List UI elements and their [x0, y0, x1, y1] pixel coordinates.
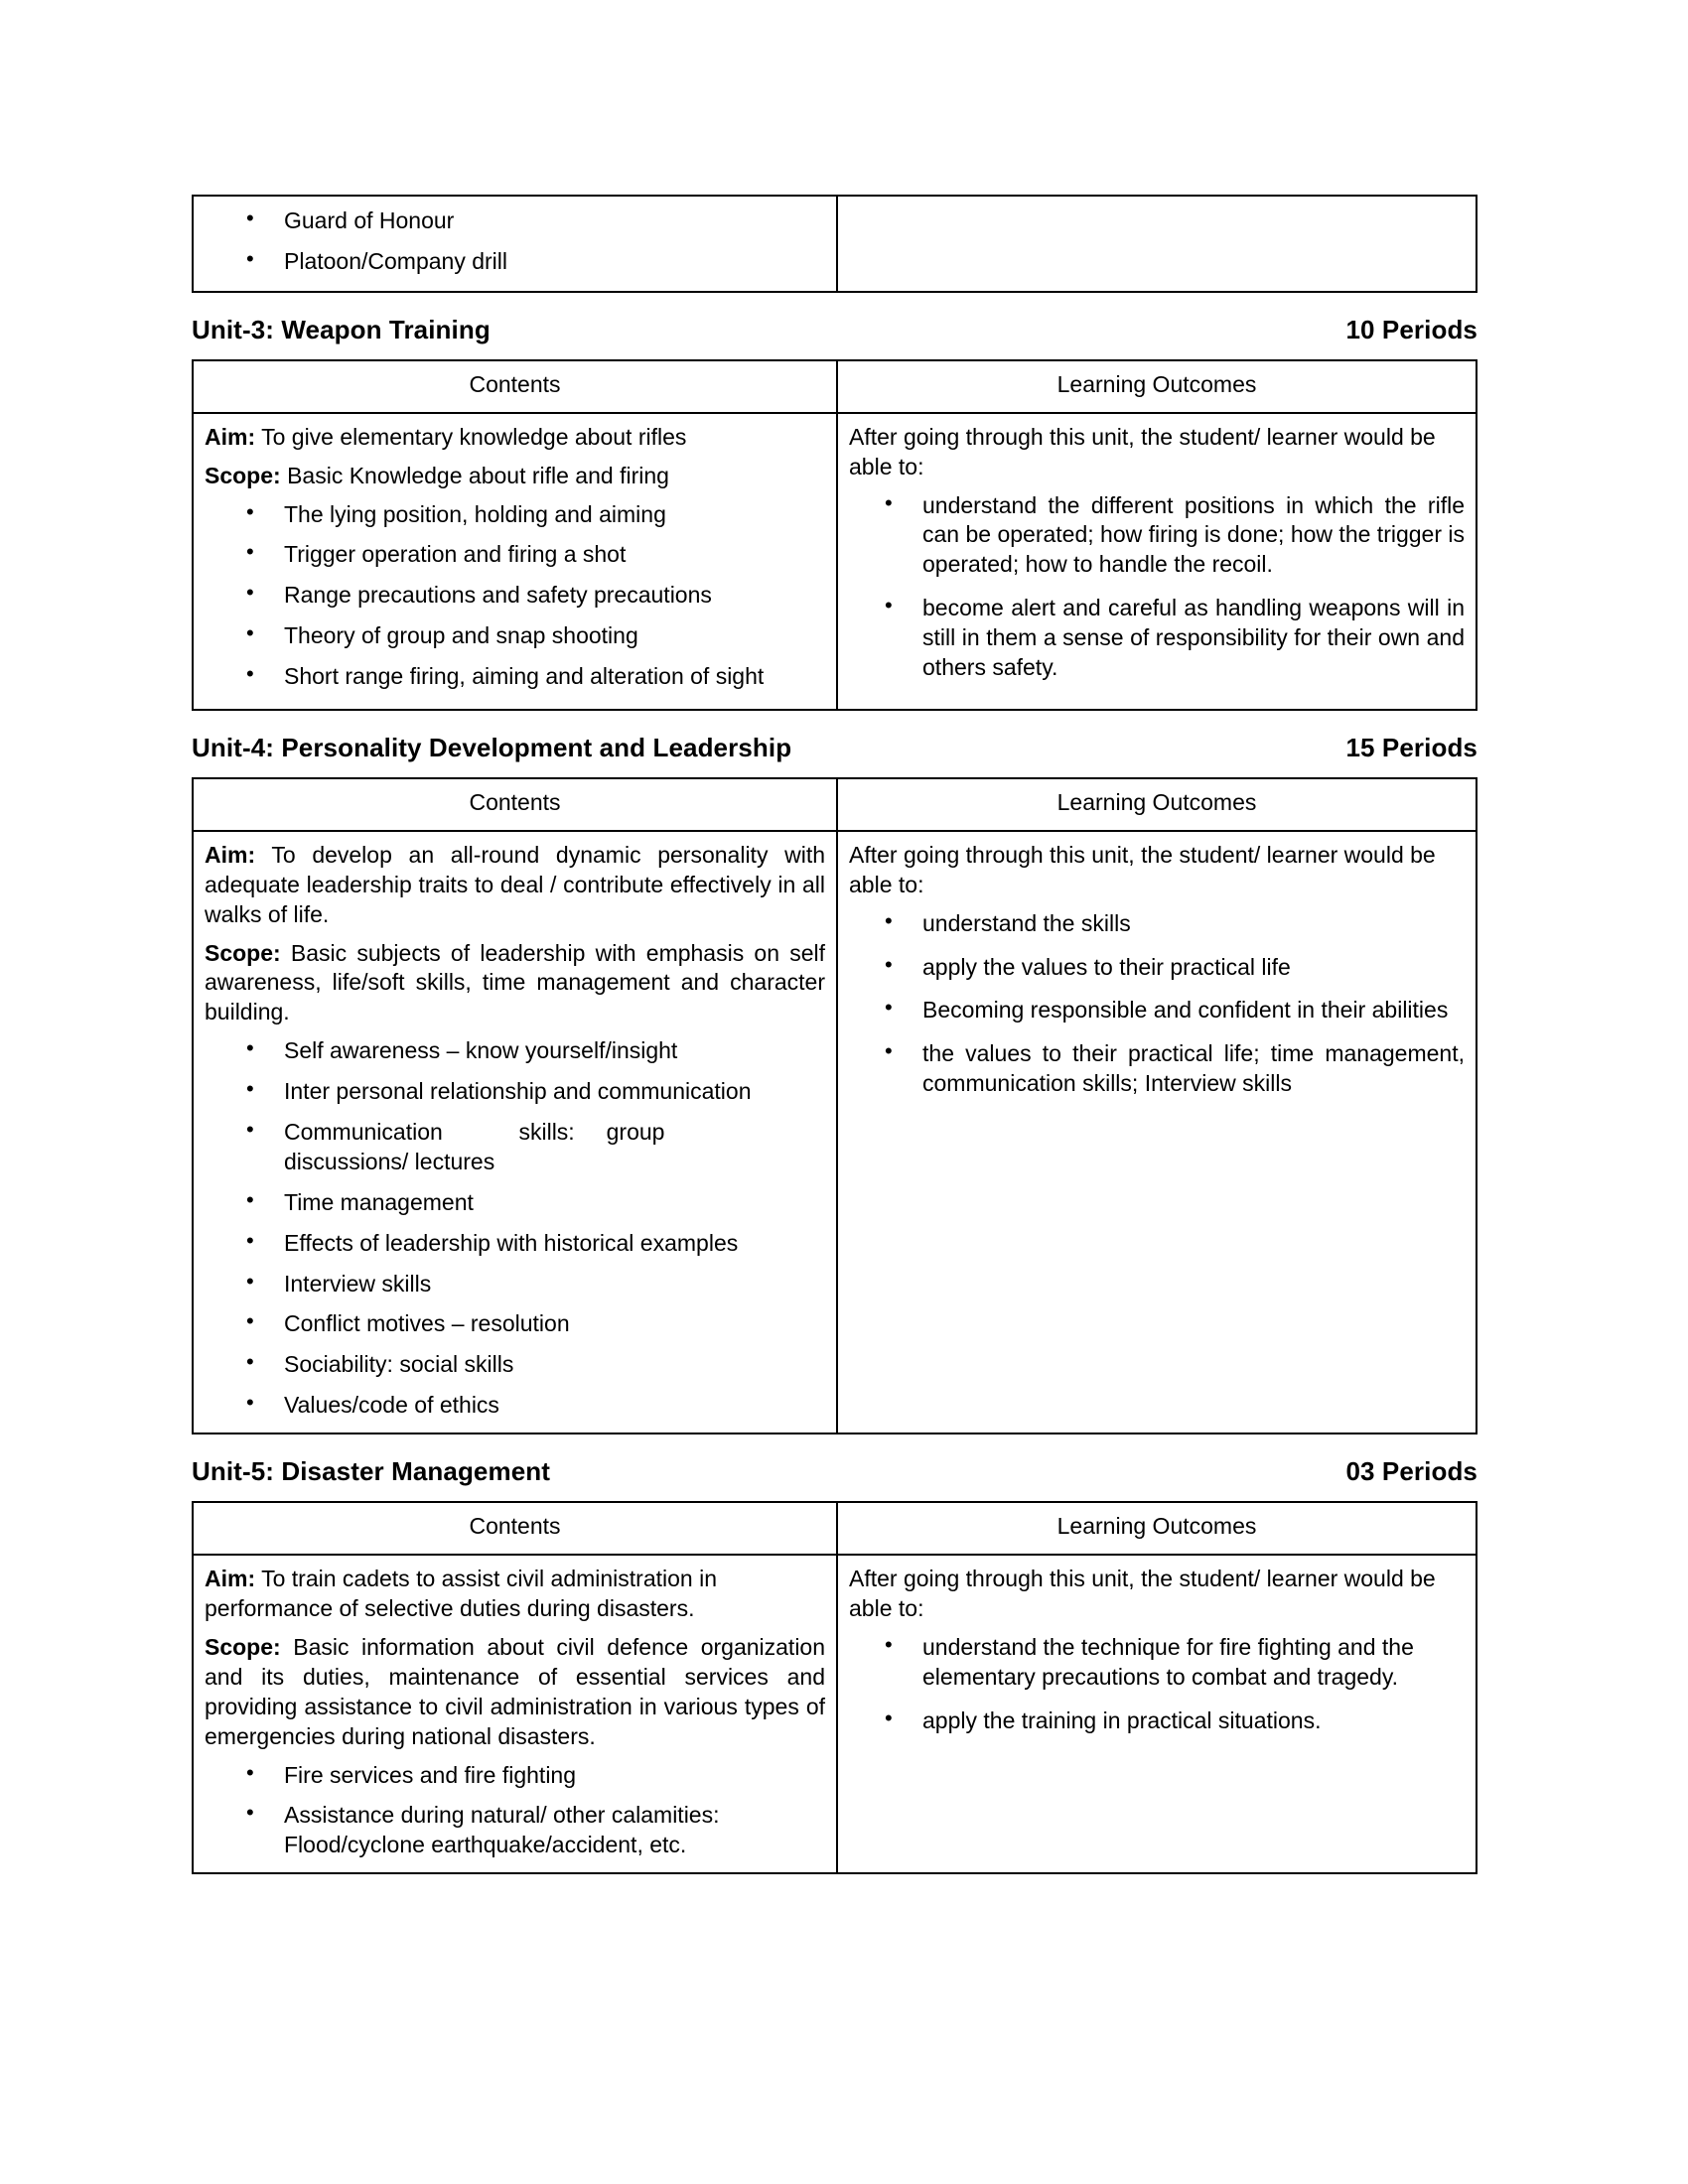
bullet-text: Trigger operation and firing a shot: [284, 541, 627, 568]
list-item: [849, 996, 1465, 1025]
bullet-text: Fire services and fire fighting: [284, 1761, 577, 1788]
unit-3-scope: [205, 462, 825, 491]
bullet-text: Assistance during natural/ other calamities: Flood/cyclone earthquake/accident, etc.: [284, 1802, 720, 1858]
list-item: [205, 540, 825, 570]
bullet-text: understand the technique for fire fighting and the elementary precautions to combat and tragedy.: [922, 1633, 1414, 1690]
list-item: [205, 1036, 825, 1066]
bullet-text: Sociability: social skills: [284, 1351, 514, 1378]
unit-5-contents-bullets: [205, 1761, 825, 1861]
unit-5-scope: [205, 1633, 825, 1752]
unit-5-aim: [205, 1565, 825, 1624]
unit-3-outcomes-intro: After going through this unit, the student/ learner would be able to:: [849, 423, 1436, 479]
continued-table: [192, 195, 1477, 293]
list-item: [849, 491, 1465, 581]
unit-5-heading: [192, 1456, 1477, 1487]
list-item: [849, 1633, 1465, 1693]
unit-3-outcome-bullets: [849, 491, 1465, 683]
list-item: [205, 1801, 825, 1860]
bullet-text: Inter personal relationship and communication: [284, 1078, 752, 1105]
unit-3-aim: [205, 423, 825, 453]
list-item: [205, 1229, 825, 1259]
unit-3-contents-cell: [193, 413, 837, 710]
list-item: [205, 500, 825, 530]
unit-4-outcomes-cell: [837, 831, 1477, 1433]
list-item: [205, 1761, 825, 1791]
unit-5-outcomes-cell: [837, 1555, 1477, 1873]
unit-3-periods: 10 Periods: [1345, 314, 1477, 344]
aim-label: Aim:: [205, 423, 256, 450]
list-item: [205, 1270, 825, 1299]
unit-3-table: [192, 359, 1477, 711]
list-item: [205, 1391, 825, 1421]
unit-3-contents-bullets: [205, 500, 825, 692]
list-item: [849, 909, 1465, 939]
aim-label: Aim:: [205, 841, 256, 868]
bullet-text: Communication skills: group discussions/ lectures: [284, 1119, 824, 1174]
list-item: [205, 621, 825, 651]
unit-3-outcomes-header: Learning Outcomes: [837, 360, 1477, 413]
list-item: [849, 953, 1465, 983]
unit-4-contents-header: Contents: [193, 778, 837, 831]
unit-5-outcomes-header: Learning Outcomes: [837, 1502, 1477, 1555]
table-header-row: [193, 360, 1477, 413]
bullet-text: Short range firing, aiming and alteration of sight: [284, 663, 765, 690]
unit-4-contents-bullets: [205, 1036, 825, 1421]
scope-label: Scope:: [205, 462, 281, 488]
list-item: [849, 1706, 1465, 1736]
list-item: [205, 1188, 825, 1218]
list-item: [205, 247, 825, 277]
list-item: [205, 206, 825, 236]
unit-5-outcome-bullets: [849, 1633, 1465, 1736]
unit-5-periods: 03 Periods: [1345, 1456, 1477, 1487]
bullet-text: Values/code of ethics: [284, 1392, 499, 1419]
aim-text: To train cadets to assist civil administration in performance of selective duties during disasters.: [205, 1566, 718, 1622]
bullet-text: Self awareness – know yourself/insight: [284, 1037, 678, 1064]
bullet-text: Theory of group and snap shooting: [284, 622, 638, 649]
continued-outcomes-cell: [837, 196, 1477, 292]
bullet-text: apply the values to their practical life: [922, 953, 1291, 980]
unit-5-table: [192, 1501, 1477, 1874]
bullet-text: The lying position, holding and aiming: [284, 500, 666, 527]
scope-label: Scope:: [205, 939, 281, 966]
unit-5-contents-cell: [193, 1555, 837, 1873]
list-item: [849, 1039, 1465, 1099]
unit-5-title: Unit-5: Disaster Management: [192, 1456, 550, 1487]
unit-4-outcomes-header: Learning Outcomes: [837, 778, 1477, 831]
unit-4-outcome-bullets: [849, 909, 1465, 1099]
unit-5-outcomes-intro: After going through this unit, the student/ learner would be able to:: [849, 1566, 1436, 1622]
bullet-text: Conflict motives – resolution: [284, 1310, 570, 1337]
scope-text: Basic Knowledge about rifle and firing: [280, 462, 669, 488]
table-row: [193, 196, 1477, 292]
scope-text: Basic information about civil defence organization and its duties, maintenance of essential services and providing assistance to civil administration in various types of emergencies during national disasters.: [205, 1633, 826, 1749]
unit-4-title: Unit-4: Personality Development and Leadership: [192, 732, 792, 762]
aim-text: To give elementary knowledge about rifles: [255, 423, 687, 450]
list-item: [205, 581, 825, 611]
list-item: [205, 662, 825, 692]
unit-5-contents-header: Contents: [193, 1502, 837, 1555]
unit-4-scope: [205, 939, 825, 1028]
continued-contents-cell: [193, 196, 837, 292]
list-item: [205, 1118, 825, 1177]
bullet-text: Interview skills: [284, 1270, 432, 1297]
continued-bullet-list: [205, 206, 825, 277]
bullet-text: Guard of Honour: [284, 207, 455, 233]
scope-label: Scope:: [205, 1633, 281, 1660]
list-item: [849, 594, 1465, 683]
table-row: [193, 413, 1477, 710]
bullet-text: Range precautions and safety precautions: [284, 582, 712, 609]
bullet-text: become alert and careful as handling weapons will in still in them a sense of responsibility for their own and others safety.: [922, 595, 1465, 681]
bullet-text: apply the training in practical situations.: [922, 1706, 1322, 1733]
bullet-text: Platoon/Company drill: [284, 247, 508, 274]
unit-3-contents-header: Contents: [193, 360, 837, 413]
list-item: [205, 1350, 825, 1380]
unit-4-aim: [205, 841, 825, 930]
unit-4-table: [192, 777, 1477, 1434]
unit-3-title: Unit-3: Weapon Training: [192, 314, 491, 344]
unit-3-outcomes-cell: [837, 413, 1477, 710]
bullet-text: the values to their practical life; time management, communication skills; Interview skills: [922, 1040, 1465, 1097]
aim-label: Aim:: [205, 1566, 256, 1592]
aim-text: To develop an all-round dynamic personality with adequate leadership traits to deal / contribute effectively in all walks of life.: [205, 841, 826, 927]
unit-4-heading: [192, 733, 1477, 763]
bullet-text: understand the skills: [922, 909, 1131, 936]
unit-4-periods: 15 Periods: [1345, 732, 1477, 762]
unit-4-contents-cell: [193, 831, 837, 1433]
page-content: [192, 195, 1477, 1874]
list-item: [205, 1077, 825, 1107]
table-row: [193, 831, 1477, 1433]
table-header-row: [193, 778, 1477, 831]
unit-4-outcomes-intro: After going through this unit, the student/ learner would be able to:: [849, 841, 1436, 897]
scope-text: Basic subjects of leadership with emphasis on self awareness, life/soft skills, time management and character building.: [205, 939, 826, 1025]
table-row: [193, 1555, 1477, 1873]
bullet-text: Becoming responsible and confident in their abilities: [922, 997, 1449, 1024]
bullet-text: Effects of leadership with historical examples: [284, 1229, 739, 1256]
table-header-row: [193, 1502, 1477, 1555]
bullet-text: understand the different positions in which the rifle can be operated; how firing is done; how the trigger is operated; how to handle the recoil.: [922, 491, 1465, 578]
bullet-text: Time management: [284, 1188, 474, 1215]
list-item: [205, 1309, 825, 1339]
unit-3-heading: [192, 315, 1477, 345]
